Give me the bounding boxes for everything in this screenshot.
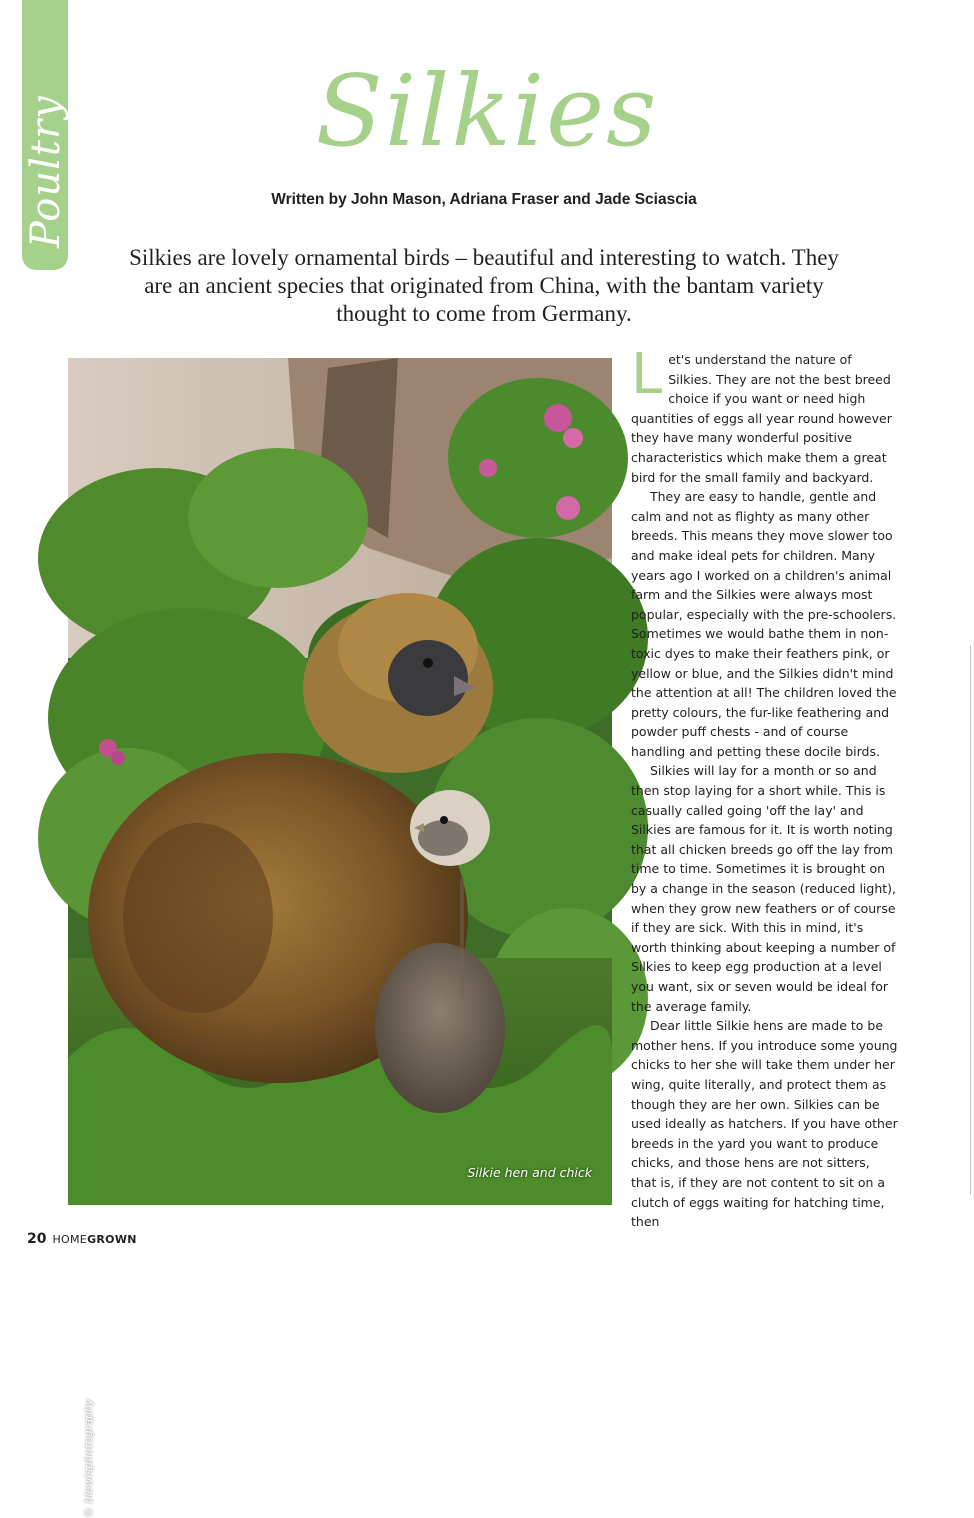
photo-credit: © blewisphotography bbox=[82, 1398, 95, 1518]
photo-illustration bbox=[68, 358, 612, 1205]
column-divider bbox=[970, 645, 971, 1195]
magazine-name-bold: GROWN bbox=[87, 1233, 137, 1246]
section-tab-label: Poultry bbox=[23, 95, 69, 248]
article-paragraph-3: Silkies will lay for a month or so and then stop laying for a short while. This is casually called going 'off the lay' and Silkies are famous for it. It is worth noting that all chicken breeds go off the lay from time to time. Sometimes it is brought on by a change in the season (reduced light), when they grow new feathers or of course if they are sick. With this in mind, it's worth thinking about keeping a number of Silkies to keep egg production at a level you want, six or seven would be ideal for the average family. bbox=[631, 763, 897, 1014]
article-body bbox=[631, 342, 899, 1232]
article-paragraph-4: Dear little Silkie hens are made to be mother hens. If you introduce some young chicks to her she will take them under her wing, quite literally, and protect them as though they are her own. Silkies can be used ideally as hatchers. If you have other breeds in the yard you want to produce chicks, and those hens are not sitters, that is, if they are not content to sit on a clutch of eggs waiting for hatching time, then bbox=[631, 1018, 898, 1230]
photo-caption: Silkie hen and chick bbox=[467, 1165, 592, 1180]
intro-standfirst: Silkies are lovely ornamental birds – beautiful and interesting to watch. They are an ancient species that originated from China, with the bantam variety thought to come from Germany. bbox=[129, 245, 839, 326]
article-paragraph-2: They are easy to handle, gentle and calm and not as flighty as many other breeds. This means they move slower too and make ideal pets for children. Many years ago I worked on a children's animal farm and the Silkies were always most popular, especially with the pre-schoolers. Sometimes we would bathe them in non-toxic dyes to make their feathers pink, or yellow or blue, and the Silkies didn't mind the attention at all! The children loved the pretty colours, the fur-like feathering and powder puff chests - and of course handling and petting these docile birds. bbox=[631, 489, 897, 759]
byline: Written by John Mason, Adriana Fraser and Jade Sciascia bbox=[271, 191, 697, 208]
article-title: Silkies bbox=[315, 55, 659, 169]
page-number: 20 bbox=[27, 1231, 47, 1247]
magazine-name-light: HOME bbox=[52, 1233, 88, 1246]
folio bbox=[27, 1228, 137, 1247]
drop-cap: L bbox=[631, 342, 663, 407]
article-paragraph-1 bbox=[631, 342, 899, 487]
paragraph-1-text: et's understand the nature of Silkies. They are not the best breed choice if you want or need high quantities of eggs all year round however they have many wonderful positive characteristics which make them a great bird for the small family and backyard. bbox=[631, 352, 892, 485]
